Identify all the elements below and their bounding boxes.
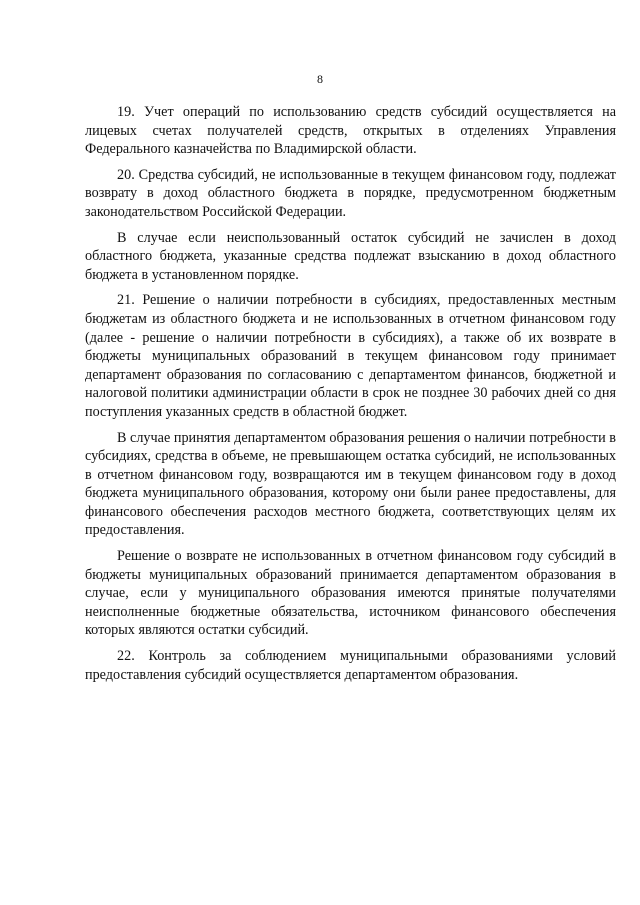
paragraph-20: 20. Средства субсидий, не использованные в текущем финансовом году, подлежат возврату в доход областного бюджета в порядке, предусмотренном бюджетным законодательством Российской Федерации. <box>85 166 616 220</box>
paragraph-22: 22. Контроль за соблюдением муниципальными образованиями условий предоставления субсидий осуществляется департаментом образования. <box>85 648 616 683</box>
paragraph-21: 21. Решение о наличии потребности в субсидиях, предоставленных местным бюджетам из областного бюджета и не использованных в отчетном финансовом году (далее - решение о наличии потребности в субсидиях), а также об их возврате в бюджеты муниципальных образований в текущем финансовом году принимает департамент образования по согласованию с департаментом финансов, бюджетной и налоговой политики администрации области в срок не позднее 30 рабочих дней со дня поступления указанных средств в областной бюджет. <box>85 292 616 420</box>
paragraph-21-return-decision: В случае принятия департаментом образования решения о наличии потребности в субсидиях, средства в объеме, не превышающем остатка субсидий, не использованных в отчетном финансовом году, возвращаются им в текущем финансовом году в доход бюджета муниципального образования, которому они были ранее предоставлены, для финансового обеспечения расходов местного бюджета, соответствующих целям их предоставления. <box>85 429 616 539</box>
paragraph-19: 19. Учет операций по использованию средств субсидий осуществляется на лицевых счетах получателей средств, открытых в отделениях Управления Федерального казначейства по Владимирской области. <box>85 104 616 158</box>
paragraph-20-continued: В случае если неиспользованный остаток субсидий не зачислен в доход областного бюджета, указанные средства подлежат взысканию в доход областного бюджета в установленном порядке. <box>85 229 616 283</box>
paragraph-21-return-conditions: Решение о возврате не использованных в отчетном финансовом году субсидий в бюджеты муниципальных образований принимается департаментом образования в случае, если у муниципального образования имеются принятые получателями неисполненные бюджетные обязательства, источником финансового обеспечения которых являются остатки субсидий. <box>85 548 616 639</box>
page-number: 8 <box>317 72 323 86</box>
document-body <box>85 103 616 691</box>
